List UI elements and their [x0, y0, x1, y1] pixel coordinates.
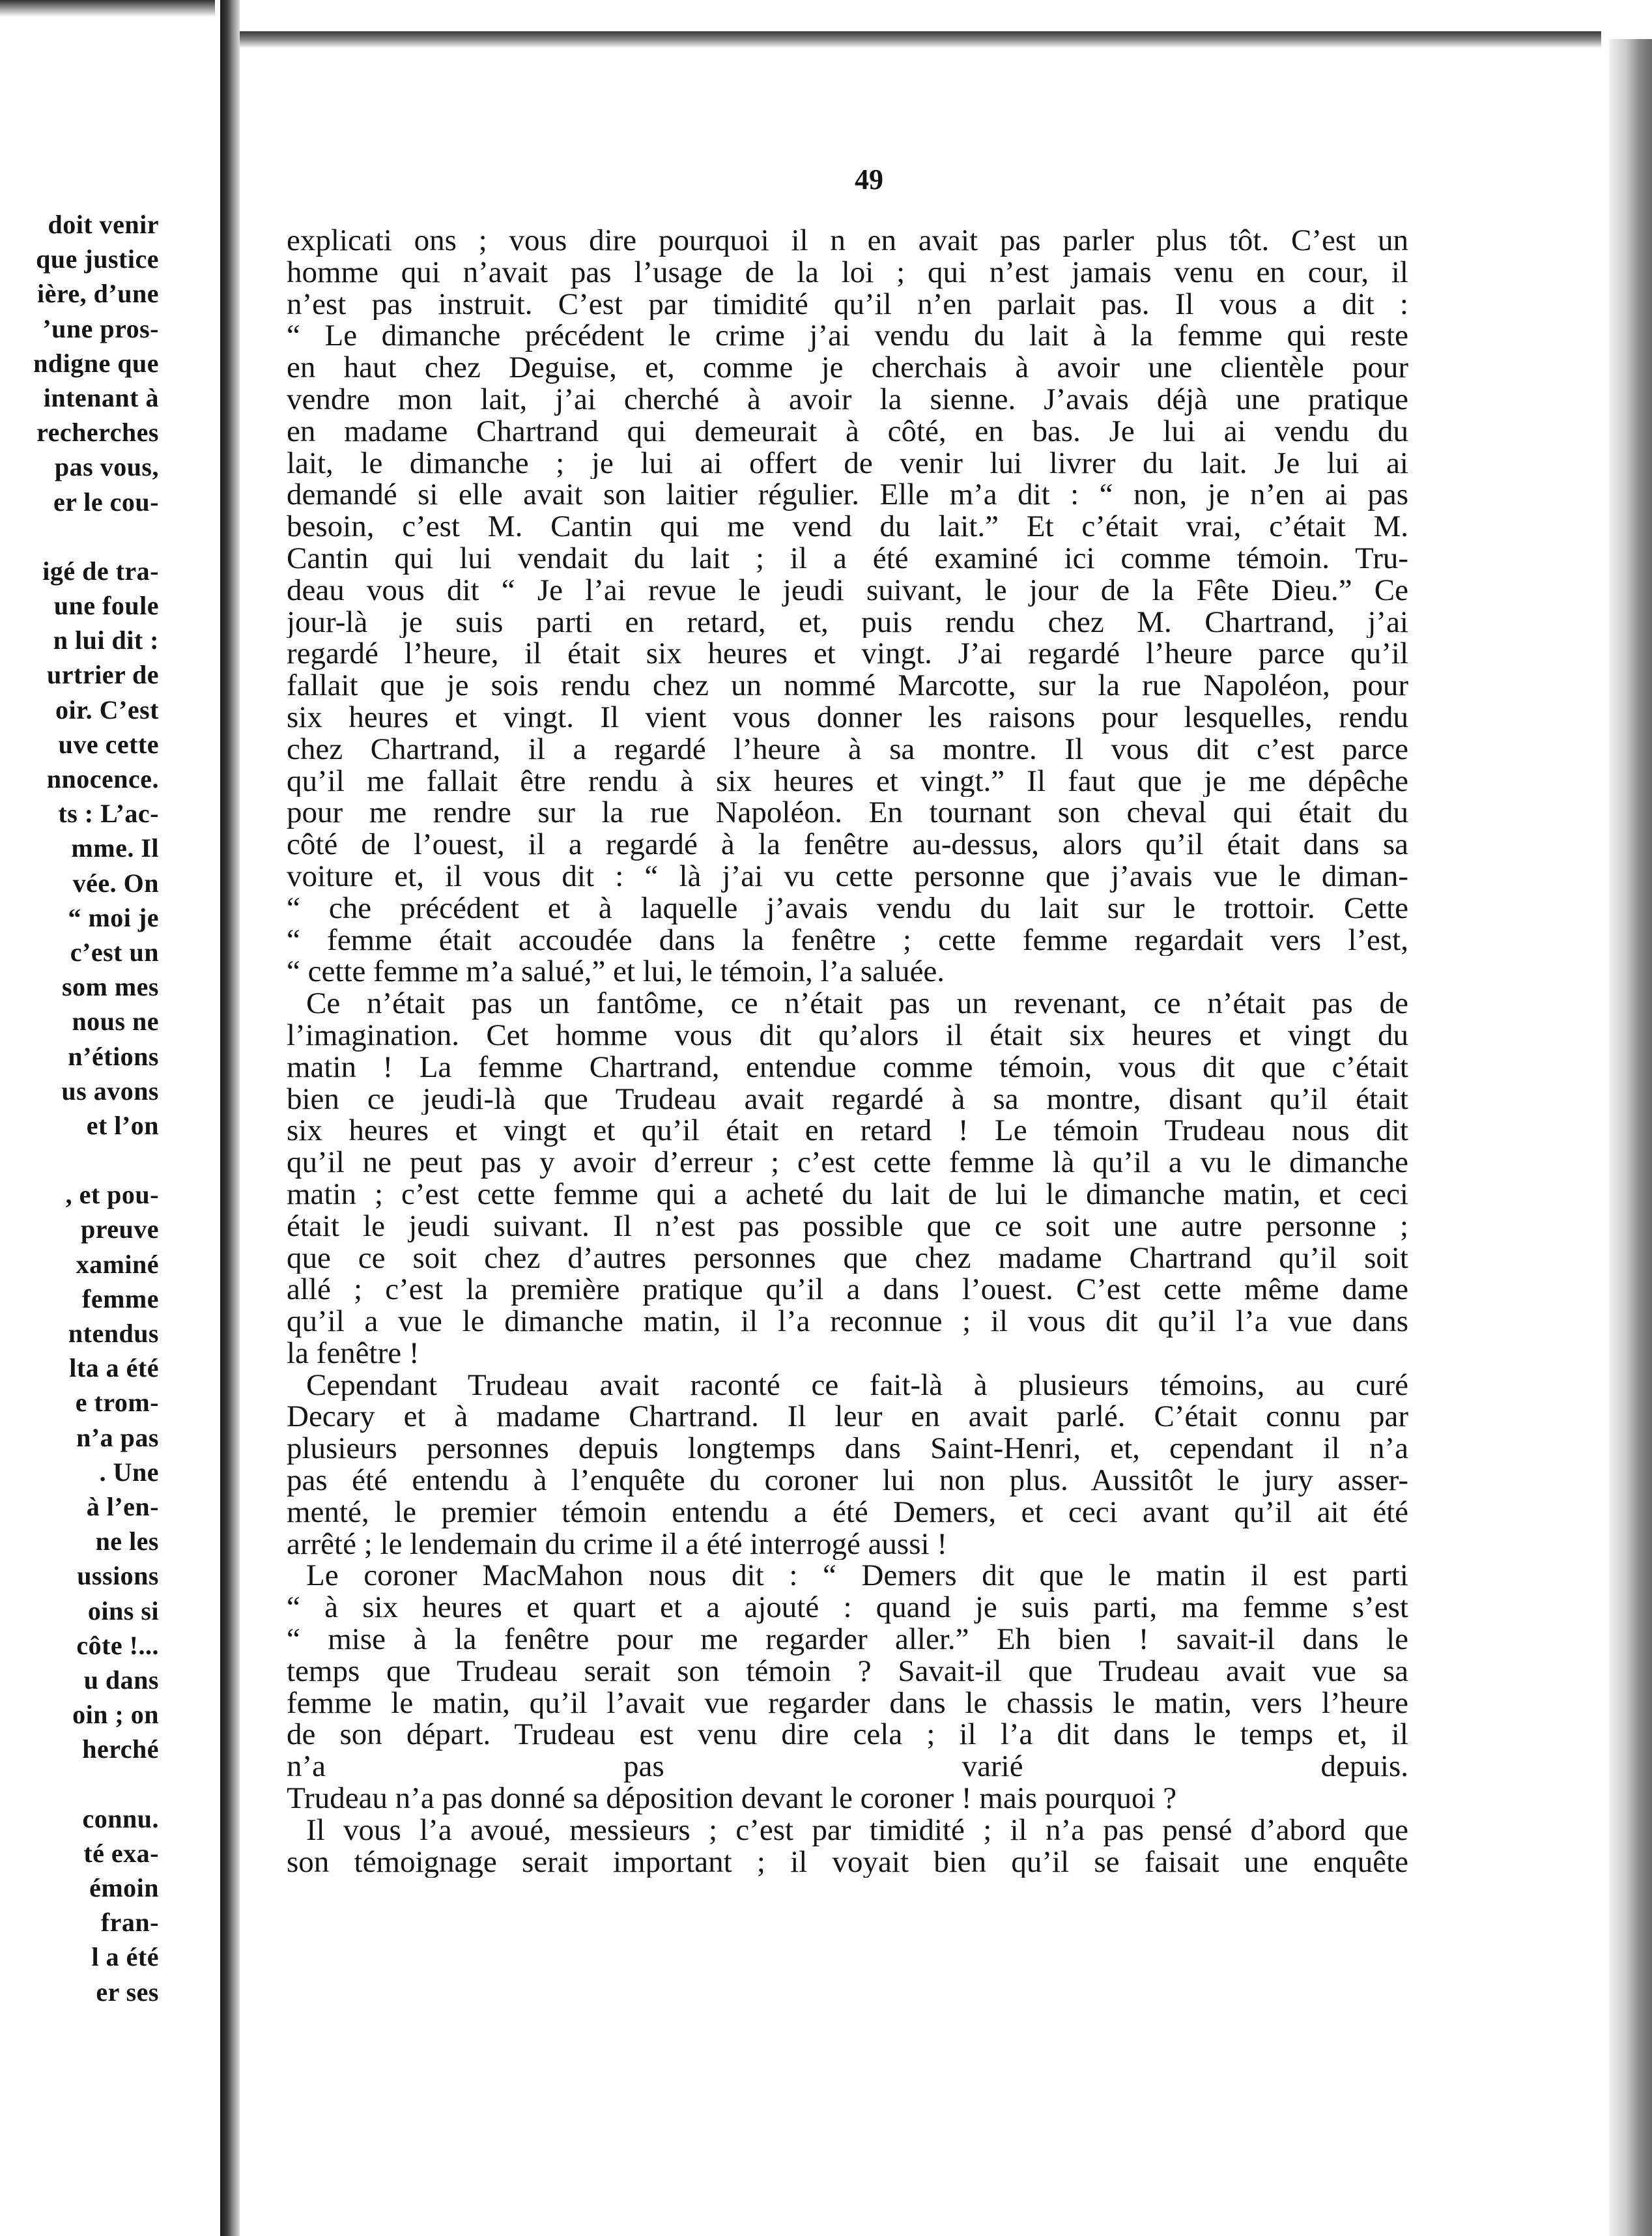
left-page-line: recherches — [36, 418, 159, 448]
left-page-line: ’une pros- — [42, 313, 159, 343]
body-line: arrêté ; le lendemain du crime il a été interrogé aussi ! — [287, 1528, 947, 1560]
body-line: plusieurs personnes depuis longtemps dans Saint-Henri, et, cependant il n’a — [287, 1433, 1408, 1465]
left-page-line: n’étions — [68, 1041, 159, 1071]
left-page-line: ussions — [77, 1561, 159, 1591]
left-page-line: . Une — [99, 1457, 159, 1487]
left-page-line: n’a pas — [76, 1422, 159, 1452]
left-page-line: ne les — [95, 1526, 159, 1556]
body-line: chez Chartrand, il a regardé l’heure à sa montre. Il vous dit c’est parce — [287, 733, 1408, 766]
body-line: qu’il a vue le dimanche matin, il l’a reconnue ; il vous dit qu’il l’a vue dans — [287, 1306, 1408, 1338]
left-page-line: connu. — [82, 1803, 159, 1833]
body-line: “ cette femme m’a salué,” et lui, le témoin, l’a saluée. — [287, 956, 945, 988]
body-line: matin ! La femme Chartrand, entendue comme témoin, vous dit que c’était — [287, 1051, 1408, 1083]
book-gutter — [220, 0, 240, 2236]
left-page-line: n lui dit : — [53, 625, 159, 655]
left-page-line: à l’en- — [86, 1491, 159, 1521]
left-page-line: doit venir — [48, 210, 159, 239]
left-page-line — [0, 1766, 159, 1801]
body-line: explicati ons ; vous dire pourquoi il n en avait pas parler plus tôt. C’est un — [287, 225, 1408, 257]
body-line: Il vous l’a avoué, messieurs ; c’est par timidité ; il n’a pas pensé d’abord que — [306, 1814, 1408, 1846]
left-page-line: té exa- — [83, 1838, 159, 1868]
body-line: regardé l’heure, il était six heures et vingt. J’ai regardé l’heure parce qu’il — [287, 638, 1408, 670]
left-page-text — [0, 207, 159, 2009]
left-page-line: igé de tra- — [42, 556, 159, 586]
body-line: “ Le dimanche précédent le crime j’ai vendu du lait à la femme qui reste — [287, 320, 1408, 352]
left-page-line: “ moi je — [68, 902, 159, 932]
left-page-line: intenant à — [43, 382, 159, 412]
body-line: matin ; c’est cette femme qui a acheté du lait de lui le dimanche matin, et ceci — [287, 1178, 1408, 1211]
left-page-line: ntendus — [68, 1319, 159, 1348]
body-line: voiture et, il vous dit : “ là j’ai vu cette personne que j’avais vue le diman- — [287, 860, 1408, 893]
left-page-line: lta a été — [69, 1353, 159, 1383]
left-page-line: mme. Il — [71, 833, 159, 863]
left-page-line: herché — [82, 1734, 159, 1764]
body-line: qu’il me fallait être rendu à six heures et vingt.” Il faut que je me dépêche — [287, 765, 1408, 797]
page-number: 49 — [855, 164, 883, 195]
body-text — [287, 225, 1408, 1878]
body-line: Cantin qui lui vendait du lait ; il a été examiné ici comme témoin. Tru- — [287, 542, 1408, 575]
left-page-line: nnocence. — [46, 764, 159, 794]
left-page-line: xaminé — [76, 1249, 159, 1279]
left-page-line: oins si — [87, 1596, 159, 1626]
body-line: “ che précédent et à laquelle j’avais vendu du lait sur le trottoir. Cette — [287, 892, 1408, 924]
left-page-line: er le cou- — [53, 487, 159, 517]
body-line: était le jeudi suivant. Il n’est pas possible que ce soit une autre personne ; — [287, 1210, 1408, 1242]
body-line: Decary et à madame Chartrand. Il leur en avait parlé. C’était connu par — [287, 1401, 1408, 1433]
left-page-line: som mes — [61, 972, 159, 1002]
body-line: vendre mon lait, j’ai cherché à avoir la sienne. J’avais déjà une pratique — [287, 383, 1408, 416]
body-line: femme le matin, qu’il l’avait vue regarder dans le chassis le matin, vers l’heure — [287, 1687, 1408, 1719]
body-line: de son départ. Trudeau est venu dire cela ; il l’a dit dans le temps et, il — [287, 1719, 1408, 1751]
body-line: côté de l’ouest, il a regardé à la fenêtre au-dessus, alors qu’il était dans sa — [287, 829, 1408, 861]
left-page-line: u dans — [83, 1665, 159, 1695]
body-line: Ce n’était pas un fantôme, ce n’était pas un revenant, ce n’était pas de — [306, 988, 1408, 1020]
body-line: Trudeau n’a pas donné sa déposition devant le coroner ! mais pourquoi ? — [287, 1783, 1177, 1814]
left-facing-page — [0, 0, 215, 2236]
left-page-line: femme — [82, 1283, 159, 1313]
left-page-line: ts : L’ac- — [58, 799, 159, 829]
body-line: menté, le premier témoin entendu a été Demers, et ceci avant qu’il ait été — [287, 1496, 1408, 1528]
left-page-line: ndigne que — [33, 348, 159, 378]
left-page-line: e trom- — [75, 1388, 159, 1418]
left-page-line: urtrier de — [47, 660, 159, 690]
body-line: son témoignage serait important ; il voyait bien qu’il se faisait une enquête — [287, 1846, 1408, 1878]
left-page-line: oir. C’est — [55, 695, 159, 724]
body-line: qu’il ne peut pas y avoir d’erreur ; c’est cette femme là qu’il a vu le dimanche — [287, 1147, 1408, 1179]
left-page-line: pas vous, — [54, 452, 159, 482]
left-page-line: c’est un — [70, 937, 159, 967]
body-line: allé ; c’est la première pratique qu’il a dans l’ouest. C’est cette même dame — [287, 1274, 1408, 1306]
body-line: en madame Chartrand qui demeurait à côté, en bas. Je lui ai vendu du — [287, 415, 1408, 448]
body-line: la fenêtre ! — [287, 1337, 420, 1369]
body-line: temps que Trudeau serait son témoin ? Savait-il que Trudeau avait vue sa — [287, 1655, 1408, 1687]
left-page-line: et l’on — [86, 1110, 159, 1140]
body-line: deau vous dit “ Je l’ai revue le jeudi suivant, le jour de la Fête Dieu.” Ce — [287, 574, 1408, 607]
left-page-line: er ses — [96, 1977, 159, 2007]
left-page-line: uve cette — [58, 729, 159, 759]
page-right-edge-shadow — [1609, 39, 1652, 2236]
body-line: que ce soit chez d’autres personnes que chez madame Chartrand qu’il soit — [287, 1242, 1408, 1274]
body-line: bien ce jeudi-là que Trudeau avait regardé à sa montre, disant qu’il était — [287, 1083, 1408, 1115]
body-line: l’imagination. Cet homme vous dit qu’alors il était six heures et vingt du — [287, 1019, 1408, 1052]
body-line: pas été entendu à l’enquête du coroner lui non plus. Aussitôt le jury asser- — [287, 1465, 1408, 1497]
page-top-edge-shadow — [240, 31, 1601, 48]
left-page-line: nous ne — [72, 1007, 159, 1037]
left-page-line: ière, d’une — [37, 279, 159, 309]
body-line: six heures et vingt. Il vient vous donner les raisons pour lesquelles, rendu — [287, 701, 1408, 734]
left-page-line: émoin — [89, 1873, 159, 1902]
body-line: en haut chez Deguise, et, comme je cherchais à avoir une clientèle pour — [287, 352, 1408, 384]
left-page-line: une foule — [53, 591, 159, 621]
body-line: Le coroner MacMahon nous dit : “ Demers dit que le matin il est parti — [306, 1560, 1408, 1592]
left-page-line: vée. On — [72, 868, 159, 898]
body-line: n’a pas varié depuis. — [287, 1751, 1408, 1783]
left-page-line: l a été — [91, 1942, 159, 1972]
body-line: demandé si elle avait son laitier régulier. Elle m’a dit : “ non, je n’en ai pas — [287, 479, 1408, 511]
left-page-line — [0, 1143, 159, 1177]
body-line: “ à six heures et quart et a ajouté : quand je suis parti, ma femme s’est — [287, 1592, 1408, 1624]
body-line: jour-là je suis parti en retard, et, puis rendu chez M. Chartrand, j’ai — [287, 606, 1408, 638]
body-line: “ mise à la fenêtre pour me regarder aller.” Eh bien ! savait-il dans le — [287, 1624, 1408, 1656]
body-line: lait, le dimanche ; je lui ai offert de venir lui livrer du lait. Je lui ai — [287, 447, 1408, 480]
left-page-line: que justice — [36, 244, 159, 274]
left-page-top-shadow — [0, 0, 215, 17]
body-line: fallait que je sois rendu chez un nommé Marcotte, sur la rue Napoléon, pour — [287, 670, 1408, 702]
body-line: “ femme était accoudée dans la fenêtre ; cette femme regardait vers l’est, — [287, 924, 1408, 956]
body-line: Cependant Trudeau avait raconté ce fait-là à plusieurs témoins, au curé — [306, 1369, 1408, 1401]
body-line: homme qui n’avait pas l’usage de la loi ; qui n’est jamais venu en cour, il — [287, 256, 1408, 289]
left-page-line: oin ; on — [72, 1700, 159, 1730]
body-line: six heures et vingt et qu’il était en retard ! Le témoin Trudeau nous dit — [287, 1115, 1408, 1147]
left-page-line: côte !... — [76, 1630, 159, 1660]
left-page-line — [0, 519, 159, 554]
left-page-line: , et pou- — [65, 1180, 159, 1210]
body-line: pour me rendre sur la rue Napoléon. En tournant son cheval qui était du — [287, 797, 1408, 829]
left-page-line: fran- — [100, 1908, 159, 1938]
body-line: besoin, c’est M. Cantin qui me vend du lait.” Et c’était vrai, c’était M. — [287, 511, 1408, 543]
body-line: n’est pas instruit. C’est par timidité qu’il n’en parlait pas. Il vous a dit : — [287, 288, 1408, 321]
left-page-line: us avons — [61, 1076, 159, 1106]
left-page-line: preuve — [80, 1214, 159, 1244]
